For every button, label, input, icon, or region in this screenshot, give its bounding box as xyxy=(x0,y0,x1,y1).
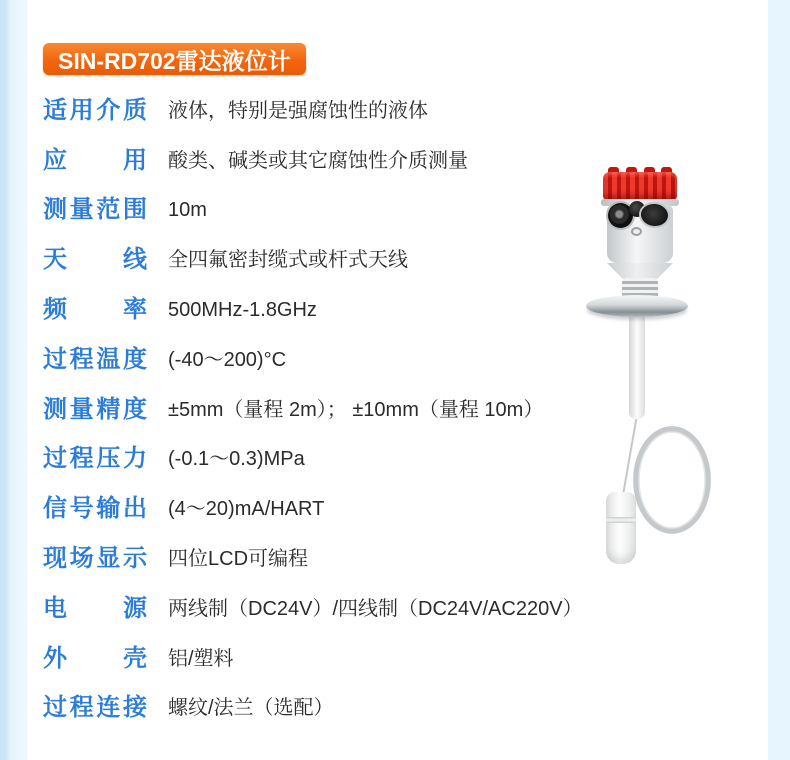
spec-list xyxy=(43,86,628,733)
spec-card xyxy=(27,0,768,760)
spec-value: 500MHz-1.8GHz xyxy=(168,299,317,322)
spec-row xyxy=(43,684,628,734)
spec-row xyxy=(43,136,628,186)
spec-label: 电源 xyxy=(43,594,147,622)
spec-value: 四位LCD可编程 xyxy=(168,548,309,571)
spec-label: 外壳 xyxy=(43,644,147,672)
device-red-cap xyxy=(603,172,677,200)
spec-row xyxy=(43,335,628,385)
device-cable-weight xyxy=(606,492,636,564)
spec-label: 现场显示 xyxy=(43,545,147,573)
product-title-badge: SIN-RD702雷达液位计 xyxy=(43,43,306,75)
spec-value: 酸类、碱类或其它腐蚀性介质测量 xyxy=(168,149,468,172)
spec-label: 天线 xyxy=(43,246,147,274)
spec-label: 过程连接 xyxy=(43,694,147,722)
spec-label: 适用介质 xyxy=(43,96,147,124)
device-weight-seam xyxy=(606,517,636,523)
spec-row xyxy=(43,285,628,335)
spec-row xyxy=(43,484,628,534)
spec-value: 10m xyxy=(168,199,207,222)
spec-row xyxy=(43,634,628,684)
spec-row xyxy=(43,534,628,584)
device-vent xyxy=(631,227,642,236)
right-background-strip xyxy=(768,0,790,760)
device-flange xyxy=(586,295,688,317)
spec-value: (-0.1～0.3)MPa xyxy=(168,448,305,471)
spec-row xyxy=(43,86,628,136)
spec-label: 测量精度 xyxy=(43,395,147,423)
spec-row xyxy=(43,435,628,485)
spec-value: ±5mm（量程 2m）； ±10mm（量程 10m） xyxy=(168,398,544,421)
spec-row xyxy=(43,186,628,236)
spec-value: (-40～200)°C xyxy=(168,348,287,371)
spec-value: (4～20)mA/HART xyxy=(168,498,325,521)
spec-value: 液体，特别是强腐蚀性的液体 xyxy=(168,99,428,122)
device-rod-antenna xyxy=(629,311,645,419)
spec-value: 全四氟密封缆式或杆式天线 xyxy=(168,249,408,272)
spec-label: 测量范围 xyxy=(43,196,147,224)
spec-value: 铝/塑料 xyxy=(168,647,234,670)
spec-value: 螺纹/法兰（选配） xyxy=(168,697,334,720)
spec-label: 应用 xyxy=(43,146,147,174)
spec-value: 两线制（DC24V）/四线制（DC24V/AC220V） xyxy=(168,597,583,620)
left-background-strip xyxy=(0,0,27,760)
spec-label: 过程温度 xyxy=(43,345,147,373)
spec-row xyxy=(43,235,628,285)
spec-label: 信号输出 xyxy=(43,495,147,523)
spec-label: 频率 xyxy=(43,296,147,324)
spec-row xyxy=(43,385,628,435)
product-image xyxy=(570,165,770,610)
spec-row xyxy=(43,584,628,634)
spec-label: 过程压力 xyxy=(43,445,147,473)
